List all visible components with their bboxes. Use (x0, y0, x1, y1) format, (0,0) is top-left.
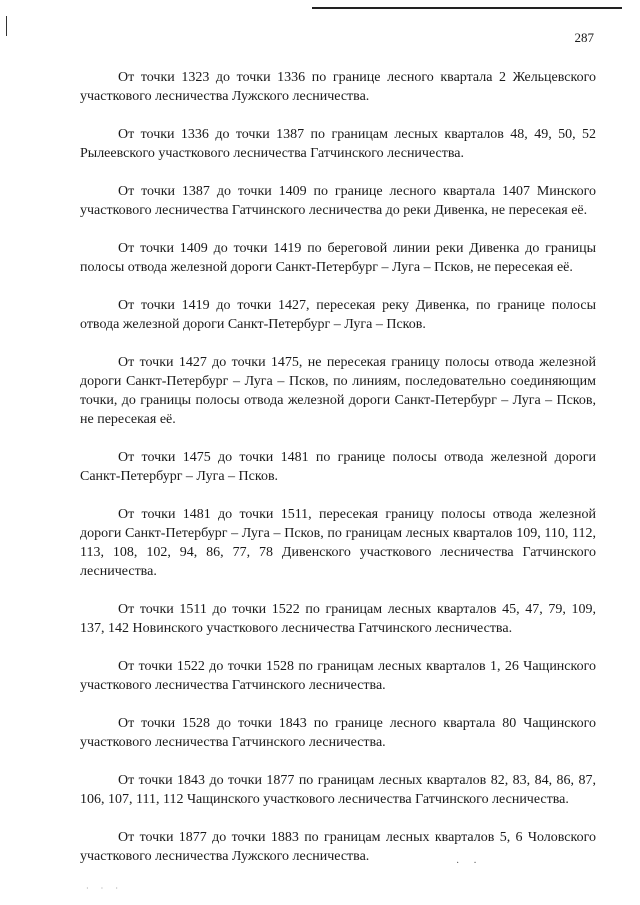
paragraph: От точки 1511 до точки 1522 по границам лесных кварталов 45, 47, 79, 109, 137, 142 Новинского участкового лесничества Гатчинского лесничества. (80, 602, 596, 636)
paragraph: От точки 1427 до точки 1475, не пересекая границу полосы отвода железной дороги Санкт-Петербург – Луга – Псков, по линиям, последовательно соединяющим точки, до границы полосы отвода железной дороги Санкт-Петербург – Луга – Псков, не пересекая её. (80, 355, 596, 427)
paragraph: От точки 1419 до точки 1427, пересекая реку Дивенка, по границе полосы отвода железной дороги Санкт-Петербург – Луга – Псков. (80, 298, 596, 332)
scan-specks-bottom: ·​·​· (86, 884, 130, 893)
scan-specks: ·​· (456, 858, 491, 869)
paragraph: От точки 1475 до точки 1481 по границе полосы отвода железной дороги Санкт-Петербург – Луга – Псков. (80, 450, 596, 484)
document-body (80, 68, 596, 885)
paragraph: От точки 1409 до точки 1419 по береговой линии реки Дивенка до границы полосы отвода железной дороги Санкт-Петербург – Луга – Псков, не пересекая её. (80, 241, 596, 275)
paragraph: От точки 1528 до точки 1843 по границе лесного квартала 80 Чащинского участкового лесничества Гатчинского лесничества. (80, 716, 596, 750)
paragraph: От точки 1843 до точки 1877 по границам лесных кварталов 82, 83, 84, 86, 87, 106, 107, 111, 112 Чащинского участкового лесничества Гатчинского лесничества. (80, 773, 596, 807)
scan-margin-mark (6, 16, 7, 36)
page-number: 287 (574, 30, 594, 45)
paragraph: От точки 1323 до точки 1336 по границе лесного квартала 2 Жельцевского участкового лесничества Лужского лесничества. (80, 70, 596, 104)
paragraph: От точки 1481 до точки 1511, пересекая границу полосы отвода железной дороги Санкт-Петербург – Луга – Псков, по границам лесных кварталов 109, 110, 112, 113, 108, 102, 94, 86, 77, 78 Дивенского участкового лесничества Гатчинского лесничества. (80, 507, 596, 579)
paragraph: От точки 1336 до точки 1387 по границам лесных кварталов 48, 49, 50, 52 Рылеевского участкового лесничества Гатчинского лесничества. (80, 127, 596, 161)
paragraph: От точки 1877 до точки 1883 по границам лесных кварталов 5, 6 Чоловского участкового лесничества Лужского лесничества. (80, 830, 596, 864)
header-rule (312, 7, 622, 9)
paragraph: От точки 1522 до точки 1528 по границам лесных кварталов 1, 26 Чащинского участкового лесничества Гатчинского лесничества. (80, 659, 596, 693)
paragraph: От точки 1387 до точки 1409 по границе лесного квартала 1407 Минского участкового лесничества Гатчинского лесничества до реки Дивенка, не пересекая её. (80, 184, 596, 218)
